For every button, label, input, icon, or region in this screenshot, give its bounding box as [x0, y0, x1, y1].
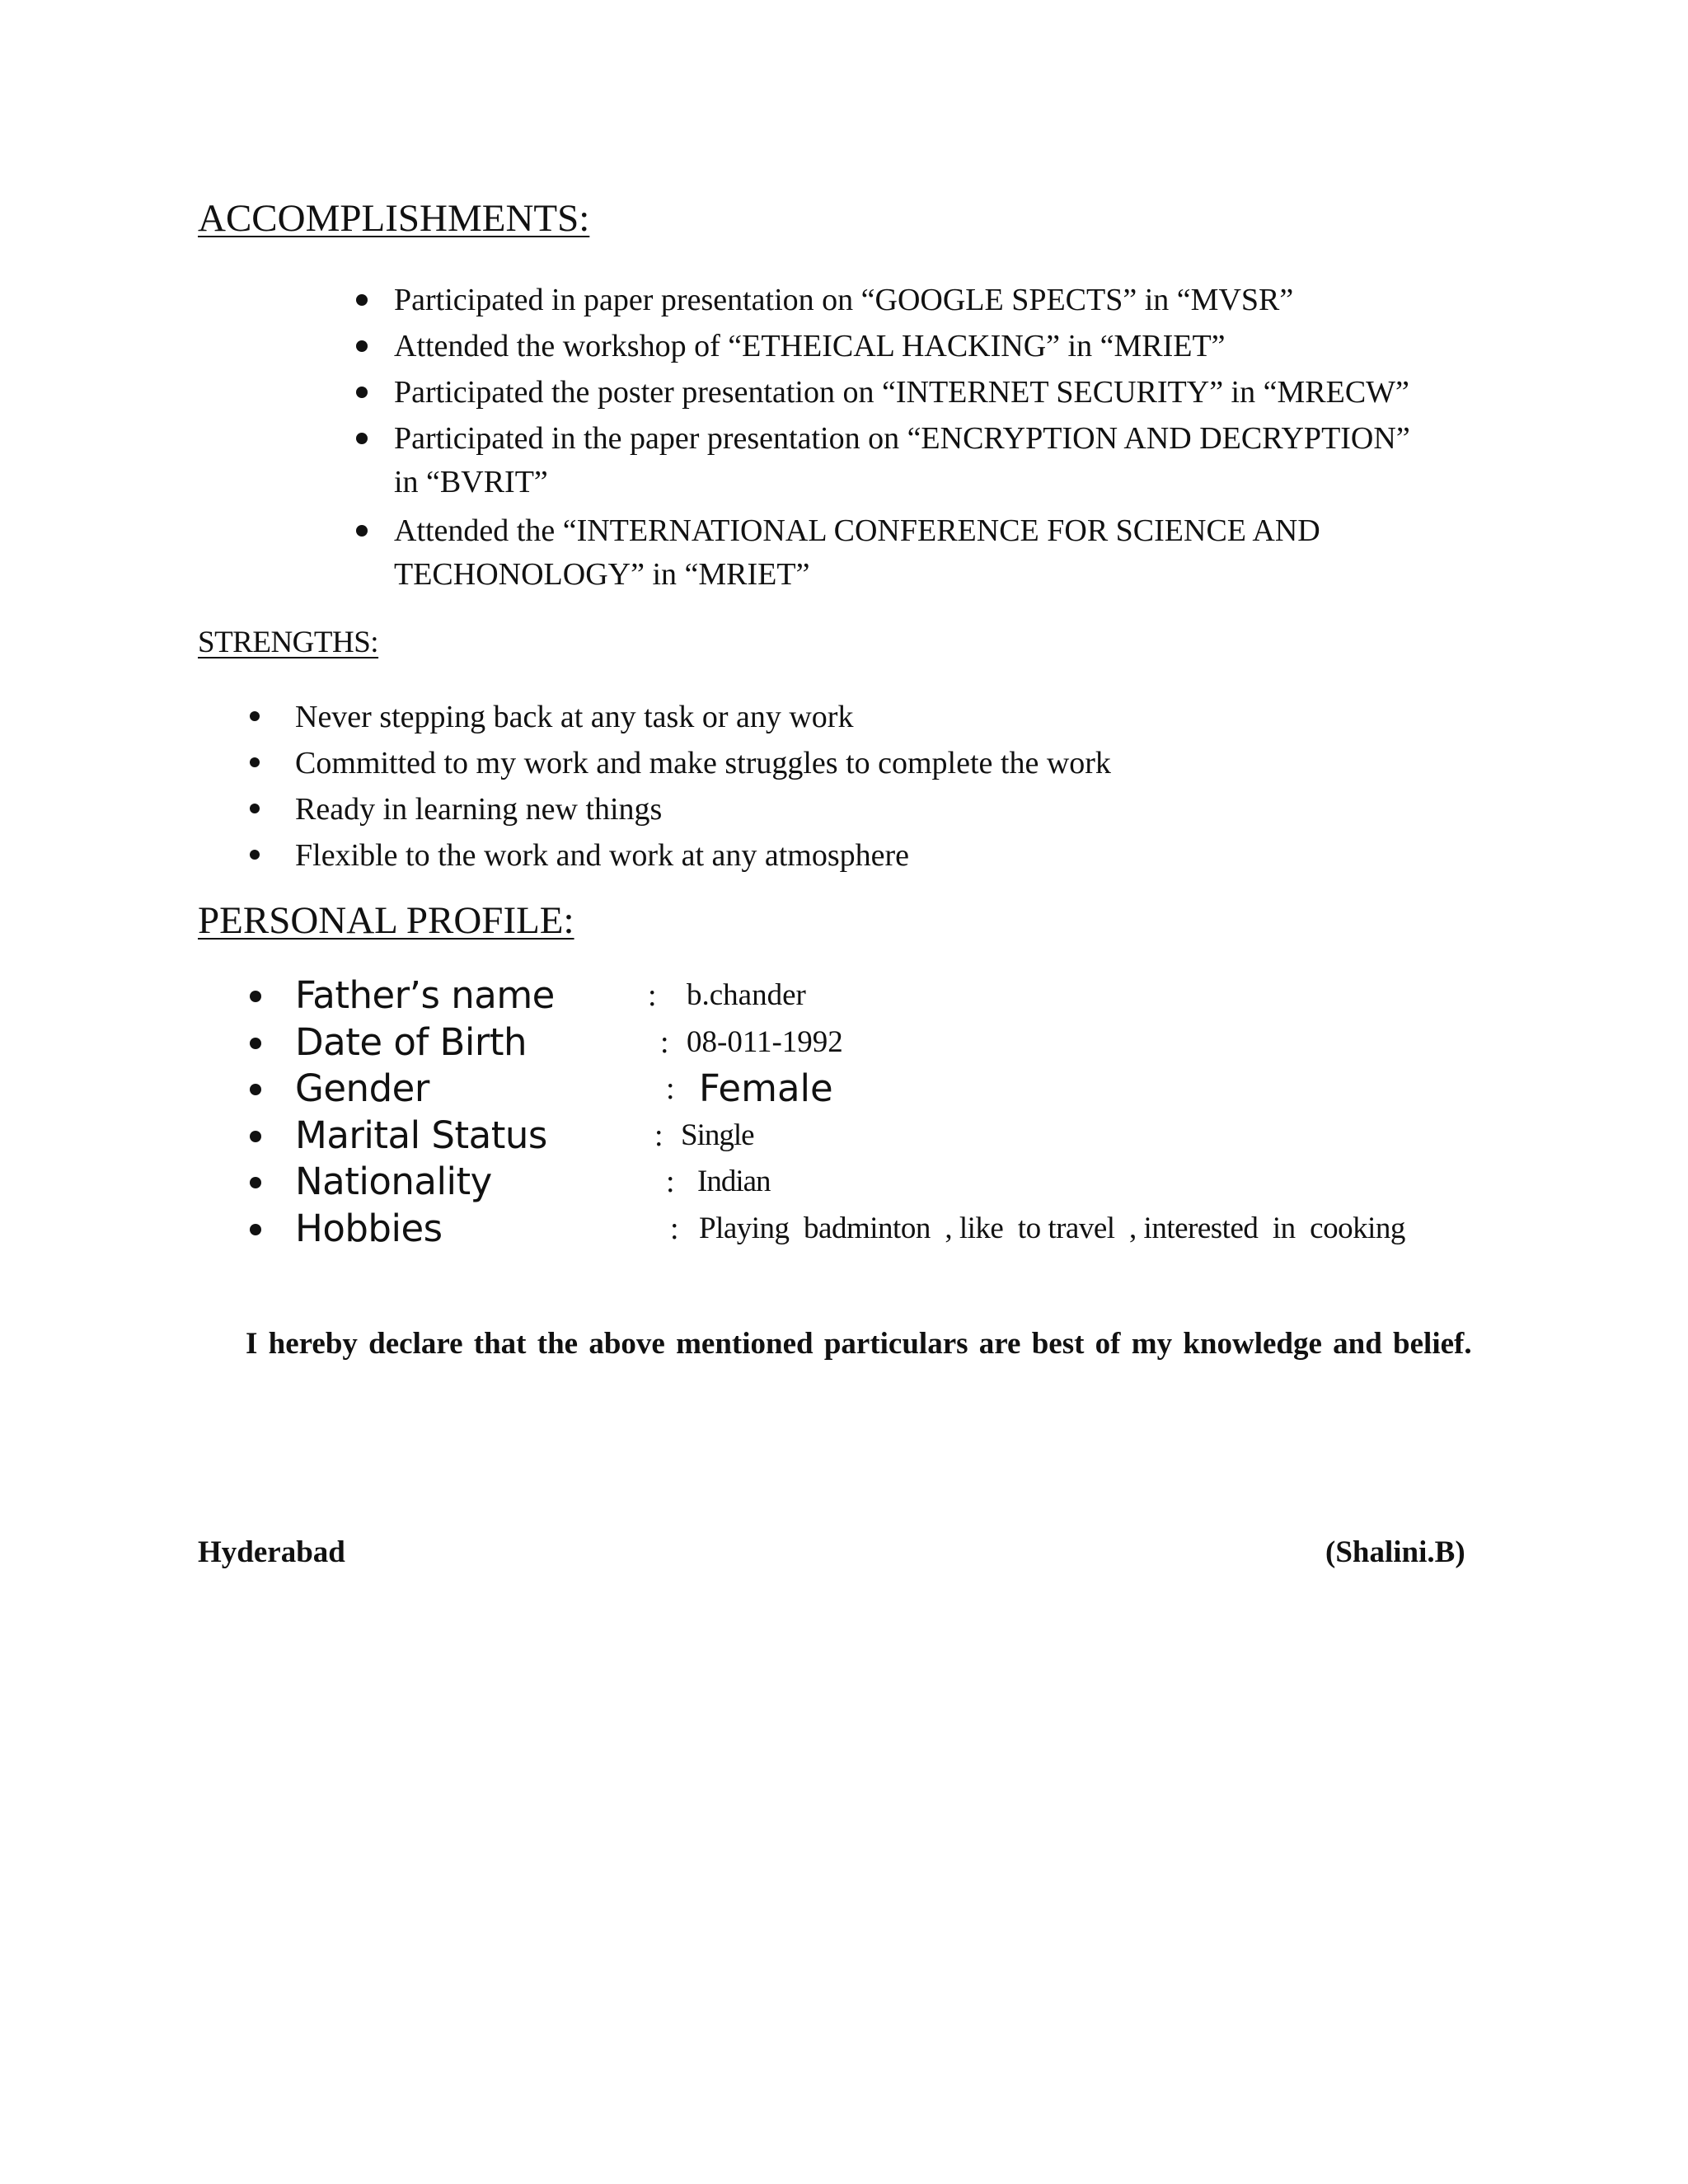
profile-separator: : — [666, 1165, 675, 1199]
strength-text: Never stepping back at any task or any work — [295, 700, 854, 734]
bullet-icon — [250, 991, 261, 1002]
accomplishment-text: Participated the poster presentation on “INTERNET SECURITY” in “MRECW” — [394, 375, 1409, 410]
accomplishment-text: Participated in paper presentation on “GOOGLE SPECTS” in “MVSR” — [394, 283, 1294, 317]
bullet-icon — [250, 1224, 261, 1235]
bullet-icon — [356, 294, 368, 306]
profile-value: 08-011-1992 — [687, 1024, 843, 1059]
profile-value: Female — [699, 1066, 833, 1110]
bullet-icon — [250, 1131, 261, 1142]
profile-value: Indian — [697, 1165, 771, 1198]
accomplishment-text: Attended the workshop of “ETHEICAL HACKING” in “MRIET” — [394, 329, 1226, 363]
accomplishments-list — [394, 277, 1410, 595]
list-item — [394, 415, 1410, 503]
profile-separator: : — [670, 1211, 679, 1246]
profile-separator: : — [666, 1071, 675, 1106]
profile-label: Date of Birth — [295, 1019, 528, 1064]
strength-text: Flexible to the work and work at any atmosphere — [295, 838, 910, 873]
bullet-icon — [250, 804, 260, 813]
list-item — [295, 694, 1111, 740]
accomplishment-text-continued: TECHONOLOGY” in “MRIET” — [394, 557, 810, 592]
profile-label: Marital Status — [295, 1113, 547, 1157]
accomplishment-text-continued: in “BVRIT” — [394, 465, 548, 499]
list-item — [394, 369, 1410, 415]
profile-label: Gender — [295, 1066, 429, 1110]
bullet-icon — [250, 711, 260, 721]
bullet-icon — [356, 340, 368, 352]
personal-profile-heading: PERSONAL PROFILE: — [198, 899, 574, 942]
strengths-list — [295, 694, 1111, 879]
declaration-text: I hereby declare that the above mentioned particulars are best of my knowledge and belief. — [246, 1327, 1472, 1361]
profile-value: b.chander — [687, 978, 806, 1012]
bullet-icon — [250, 850, 260, 860]
list-item — [394, 508, 1410, 595]
bullet-icon — [250, 757, 260, 767]
list-item — [295, 832, 1111, 879]
list-item — [295, 786, 1111, 832]
strength-text: Committed to my work and make struggles to complete the work — [295, 746, 1111, 780]
profile-value: Playing badminton , like to travel , interested in cooking — [699, 1211, 1405, 1245]
place-text: Hyderabad — [198, 1535, 345, 1569]
list-item — [295, 740, 1111, 786]
bullet-icon — [250, 1084, 261, 1095]
profile-label: Nationality — [295, 1160, 492, 1203]
bullet-icon — [356, 433, 368, 444]
accomplishment-text: Participated in the paper presentation on “ENCRYPTION AND DECRYPTION” — [394, 421, 1410, 456]
list-item — [394, 277, 1410, 323]
list-item — [394, 323, 1410, 369]
strength-text: Ready in learning new things — [295, 792, 663, 827]
bullet-icon — [356, 387, 368, 398]
accomplishment-text: Attended the “INTERNATIONAL CONFERENCE FOR SCIENCE AND — [394, 513, 1320, 548]
profile-label: Hobbies — [295, 1206, 443, 1250]
bullet-icon — [356, 525, 368, 537]
bullet-icon — [250, 1038, 261, 1049]
profile-label: Father’s name — [295, 973, 555, 1017]
strengths-heading: STRENGTHS: — [198, 626, 379, 659]
signature-name: (Shalini.B) — [1325, 1535, 1465, 1569]
profile-separator: : — [654, 1118, 663, 1153]
profile-separator: : — [660, 1024, 669, 1060]
accomplishments-heading: ACCOMPLISHMENTS: — [198, 197, 590, 240]
bullet-icon — [250, 1177, 261, 1188]
profile-value: Single — [681, 1118, 754, 1152]
profile-separator: : — [648, 978, 657, 1013]
